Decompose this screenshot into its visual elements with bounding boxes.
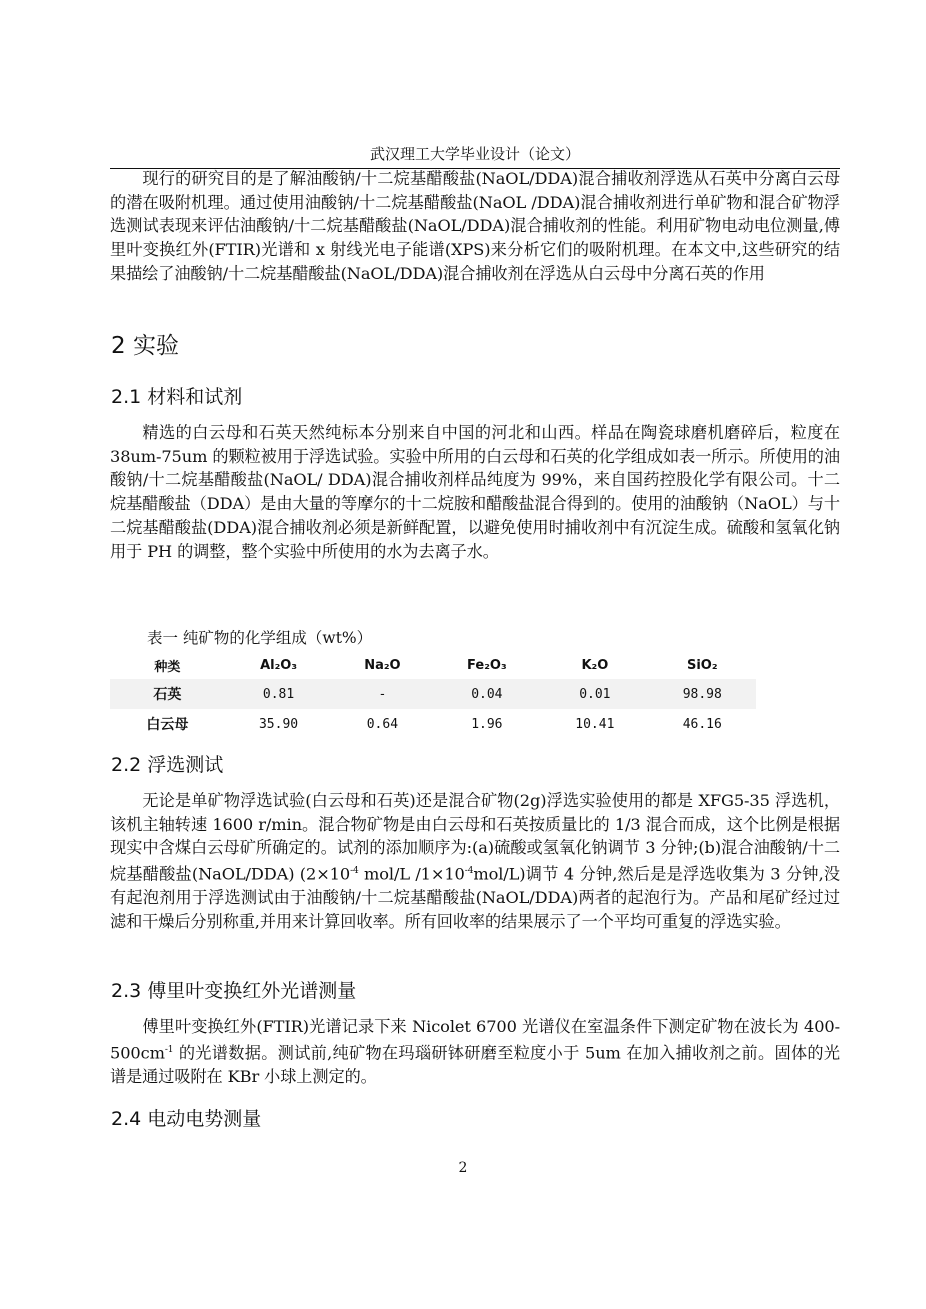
table-cell: 0.04 xyxy=(433,679,542,709)
page-number: 2 xyxy=(458,1160,468,1176)
table-cell: 35.90 xyxy=(258,716,299,732)
table-cell: 白云母 xyxy=(146,717,189,733)
superscript: -4 xyxy=(350,866,359,877)
table-header-cell: K₂O xyxy=(581,657,609,673)
table-row xyxy=(110,709,756,739)
table-cell: 0.64 xyxy=(366,716,399,732)
superscript: -1 xyxy=(164,1044,174,1055)
table-cell: 0.01 xyxy=(541,679,648,709)
text-run: 傅里叶变换红外(FTIR)光谱记录下来 Nicolet 6700 光谱仪在室温条件下测定矿物在波长为 400-500cm xyxy=(110,1017,840,1063)
table-header-cell: 种类 xyxy=(154,659,181,675)
table-cell: 10.41 xyxy=(575,716,615,732)
composition-table xyxy=(110,651,756,739)
section-2-4-heading: 2.4 电动电势测量 xyxy=(111,1108,262,1130)
table-cell: 1.96 xyxy=(471,716,503,732)
table-cell: 0.81 xyxy=(225,679,332,709)
section-2-2-heading: 2.2 浮选测试 xyxy=(111,754,224,776)
running-header: 武汉理工大学毕业设计（论文） xyxy=(110,143,840,169)
section-2-1-heading: 2.1 材料和试剂 xyxy=(111,386,243,408)
table-caption: 表一 纯矿物的化学组成（wt%） xyxy=(147,629,373,647)
table-header-cell: Na₂O xyxy=(364,657,401,673)
text-run: 的光谱数据。测试前,纯矿物在玛瑙研钵研磨至粒度小于 5um 在加入捕收剂之前。固体的光谱是通过吸附在 KBr 小球上测定的。 xyxy=(110,1043,840,1086)
text-run: mol/L)调节 4 分钟,然后是是浮选收集为 3 分钟,没有起泡剂用于浮选测试由于油酸钠/十二烷基醋酸盐(NaOL/DDA)两者的起泡行为。产品和尾矿经过过滤和干燥后分别称重,并用来计算回收率。所有回收率的结果展示了一个平均可重复的浮选实验。 xyxy=(110,864,841,931)
table-row xyxy=(110,679,756,709)
table-header-cell: SiO₂ xyxy=(686,657,718,673)
section-2-1-paragraph: 精选的白云母和石英天然纯标本分别来自中国的河北和山西。样品在陶瓷球磨机磨碎后，粒度在 38um-75um 的颗粒被用于浮选试验。实验中所用的白云母和石英的化学组成如表一所示。所使用的油酸钠/十二烷基醋酸盐(NaOL/ DDA)混合捕收剂样品纯度为 99%，来自国药控股化学有限公司。十二烷基醋酸盐（DDA）是由大量的等摩尔的十二烷胺和醋酸盐混合得到的。使用的油酸钠（NaOL）与十二烷基醋酸盐(DDA)混合捕收剂必须是新鲜配置，以避免使用时捕收剂中有沉淀生成。硫酸和氢氧化钠用于 PH 的调整，整个实验中所使用的水为去离子水。 xyxy=(110,423,840,561)
table-header-cell: Fe₂O₃ xyxy=(467,657,507,673)
table-cell: 46.16 xyxy=(682,716,722,732)
table-header-cell: Al₂O₃ xyxy=(260,657,298,673)
superscript: -4 xyxy=(464,866,474,877)
table-cell: 石英 xyxy=(110,679,225,709)
table-cell: - xyxy=(332,679,432,709)
intro-paragraph: 现行的研究目的是了解油酸钠/十二烷基醋酸盐(NaOL/DDA)混合捕收剂浮选从石英中分离白云母的潜在吸附机理。通过使用油酸钠/十二烷基醋酸盐(NaOL /DDA)混合捕收剂进行单矿物和混合矿物浮选测试表现来评估油酸钠/十二烷基醋酸盐(NaOL/DDA)混合捕收剂的性能。利用矿物电动电位测量,傅里叶变换红外(FTIR)光谱和 x 射线光电子能谱(XPS)来分析它们的吸附机理。在本文中,这些研究的结果描绘了油酸钠/十二烷基醋酸盐(NaOL/DDA)混合捕收剂在浮选从白云母中分离石英的作用 xyxy=(110,169,840,283)
table-cell: 98.98 xyxy=(649,679,756,709)
text-run: 无论是单矿物浮选试验(白云母和石英)还是混合矿物(2g)浮选实验使用的都是 XFG5-35 浮选机，该机主轴转速 1600 r/min。混合物矿物是由白云母和石英按质量比的 1/3 混合而成，这个比例是根据现实中含煤白云母矿所确定的。试剂的添加顺序为:(a)硫酸或氢氧化钠调节 3 分钟;(b)混合油酸钠/十二烷基醋酸盐(NaOL/DDA) (2×10 xyxy=(110,791,840,884)
section-2-3-heading: 2.3 傅里叶变换红外光谱测量 xyxy=(111,980,357,1002)
section-2-3-paragraph xyxy=(110,1015,840,1089)
table-header-row xyxy=(110,651,756,679)
section-2-2-paragraph xyxy=(110,789,840,934)
text-run: mol/L /1×10 xyxy=(358,864,465,884)
section-2-heading: 2 实验 xyxy=(111,333,179,359)
